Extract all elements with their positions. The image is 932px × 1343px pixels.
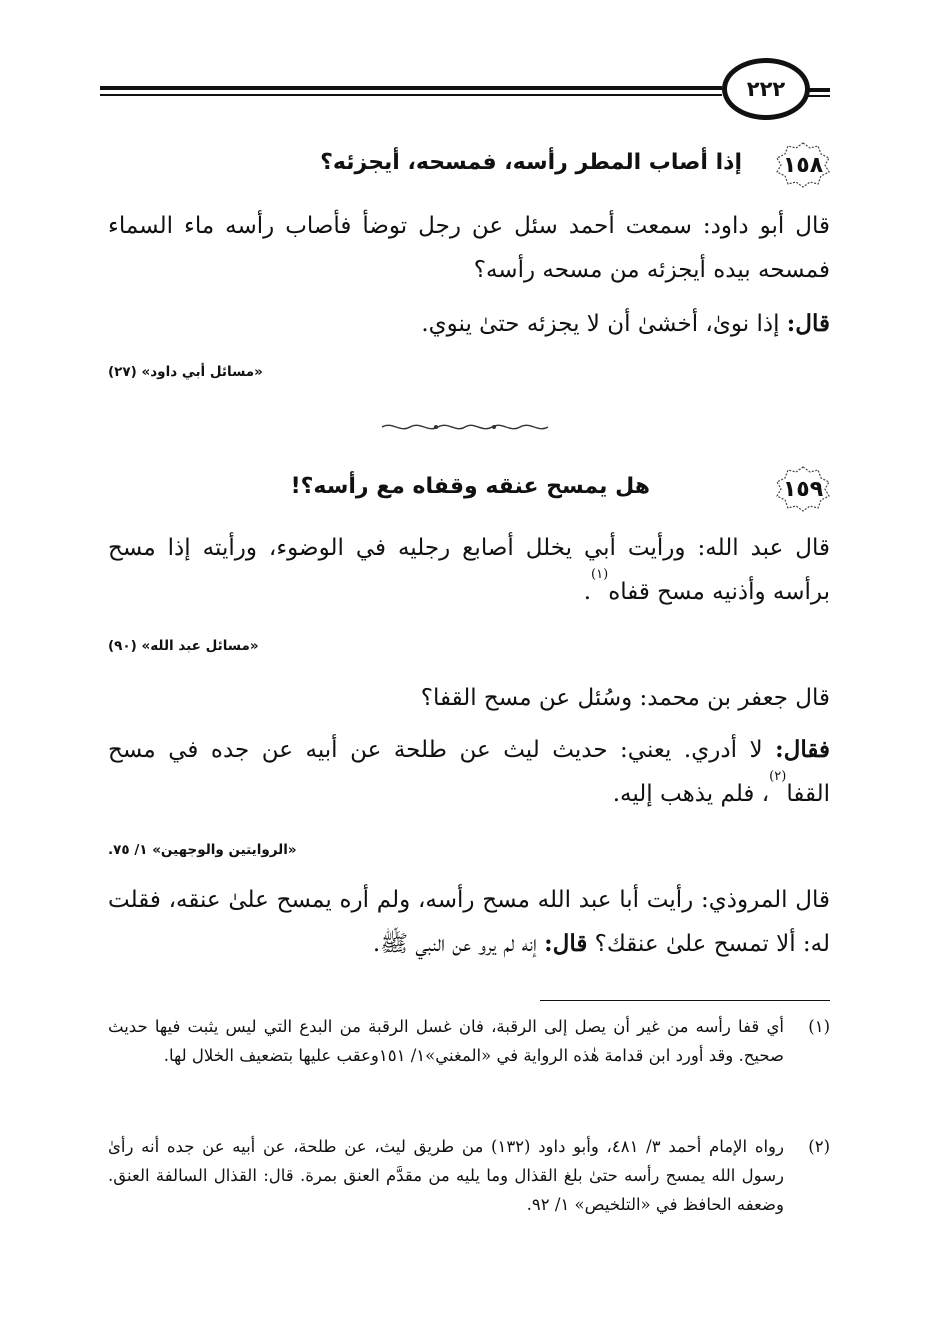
- source-citation: «مسائل أبي داود» (٢٧): [108, 364, 263, 380]
- paragraph-text: قال المروذي: رأيت أبا عبد الله مسح رأسه، ولم أره يمسح علىٰ عنقه، فقلت له: ألا تمسح علىٰ عنقك؟: [108, 887, 830, 957]
- page-number-oval: [722, 58, 810, 120]
- paragraph: [108, 302, 830, 346]
- footnote-ref[interactable]: (١): [591, 567, 609, 582]
- paragraph-text: إذا نوىٰ، أخشىٰ أن لا يجزئه حتىٰ ينوي.: [421, 311, 787, 337]
- paragraph: [108, 526, 830, 614]
- paragraph-text: لا أدري. يعني: حديث ليث عن طلحة عن أبيه عن جده في مسح القفا: [108, 737, 830, 807]
- ornament-divider-icon: [380, 420, 550, 434]
- header-rule-right-stub-thin: [808, 95, 830, 97]
- paragraph-text-end: إنه لم يرو عن النبي ﷺ.: [372, 931, 545, 957]
- speaker-label: فقال:: [775, 736, 830, 763]
- section-title: هل يمسح عنقه وقفاه مع رأسه؟!: [290, 474, 650, 499]
- section-number-badge: [776, 142, 830, 188]
- section-number: ١٥٨: [782, 152, 824, 178]
- footnote: [108, 1012, 830, 1070]
- header-rule-thin: [100, 94, 722, 96]
- paragraph-text: قال عبد الله: ورأيت أبي يخلل أصابع رجليه في الوضوء، ورأيته إذا مسح برأسه وأذنيه مسح قفاه: [108, 535, 830, 605]
- page-number: ٢٢٢: [746, 77, 786, 101]
- paragraph-text: قال أبو داود: سمعت أحمد سئل عن رجل توضأ فأصاب رأسه ماء السماء فمسحه بيده أيجزئه من مسحه رأسه؟: [108, 213, 830, 283]
- speaker-label: قال:: [544, 930, 588, 957]
- paragraph: [108, 728, 830, 816]
- paragraph-text-end: .: [583, 579, 592, 605]
- footnote-text: رواه الإمام أحمد ٣/ ٤٨١، وأبو داود (١٣٢) من طريق ليث، عن طلحة، عن أبيه عن جده أنه رأىٰ رسول الله يمسح رأسه حتىٰ بلغ القذال وما يليه من مقدَّم العنق بمرة. قال: القذال السالفة العنق. وضعفه الحافظ في «التلخيص» ١/ ٩٢.: [108, 1137, 784, 1214]
- source-citation: «مسائل عبد الله» (٩٠): [108, 638, 259, 654]
- section-title: إذا أصاب المطر رأسه، فمسحه، أيجزئه؟: [320, 150, 742, 175]
- footnote-text: أي قفا رأسه من غير أن يصل إلى الرقبة، فان غسل الرقبة من البدع التي ليس يثبت فيها حديث صحيح. وقد أورد ابن قدامة هٰذه الرواية في «المغني»١/ ١٥١وعقب عليها بتضعيف الخلال لها.: [108, 1017, 784, 1065]
- header-rule-thick: [100, 86, 722, 90]
- footnote-ref[interactable]: (٢): [769, 769, 787, 784]
- footnote: [108, 1132, 830, 1219]
- paragraph-text: قال جعفر بن محمد: وسُئل عن مسح القفا؟: [420, 685, 830, 711]
- footnote-number: (١): [808, 1017, 830, 1036]
- footnote-number: (٢): [808, 1137, 830, 1156]
- section-number-badge: [776, 466, 830, 512]
- paragraph-text-end: ، فلم يذهب إليه.: [612, 781, 770, 807]
- section-number: ١٥٩: [782, 476, 824, 502]
- paragraph: [108, 676, 830, 720]
- source-citation: «الروايتين والوجهين» ١/ ٧٥.: [108, 842, 297, 858]
- paragraph: [108, 204, 830, 292]
- header-rule-right-stub: [808, 88, 830, 92]
- speaker-label: قال:: [786, 310, 830, 337]
- footnote-separator: [540, 1000, 830, 1001]
- paragraph: [108, 878, 830, 966]
